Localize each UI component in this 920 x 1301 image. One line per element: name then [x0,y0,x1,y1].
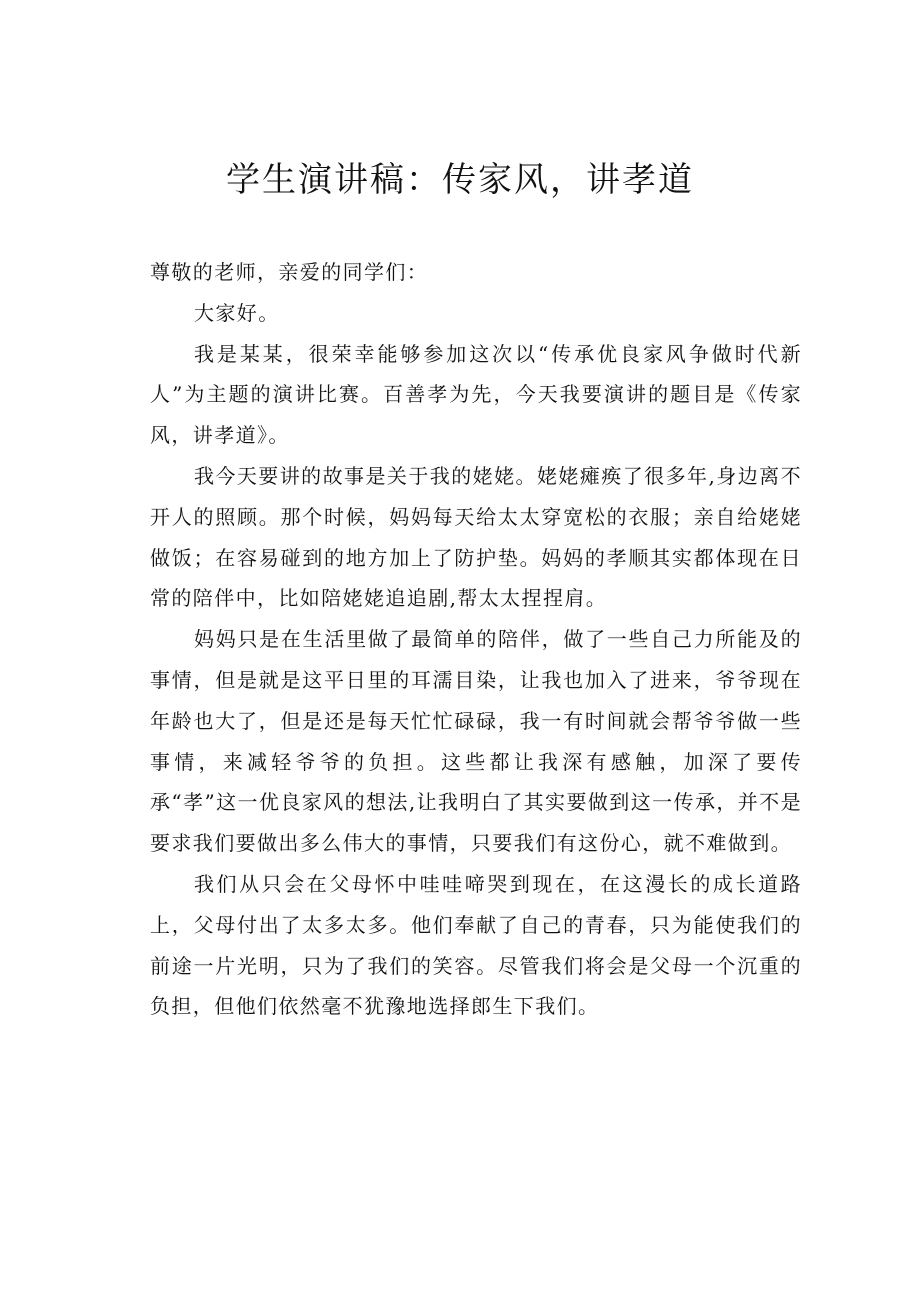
document-body [150,252,802,1027]
paragraph-greeting: 大家好。 [194,300,280,325]
document-title: 学生演讲稿：传家风，讲孝道 [226,160,694,200]
paragraph-parents-sacrifice: 我们从只会在父母怀中哇哇啼哭到现在，在这漫长的成长道路上，父母付出了太多太多。他们奉献了自己的青春，只为能使我们的前途一片光明，只为了我们的笑容。尽管我们将会是父母一个沉重的负担，但他们依然毫不犹豫地选择郎生下我们。 [150,871,802,1019]
paragraph-grandmother-story: 我今天要讲的故事是关于我的姥姥。姥姥瘫痪了很多年,身边离不开人的照顾。那个时候，妈妈每天给太太穿宽松的衣服；亲自给姥姥做饭；在容易碰到的地方加上了防护垫。妈妈的孝顺其实都体现在日常的陪伴中，比如陪姥姥追追剧,帮太太捏捏肩。 [150,463,802,611]
salutation: 尊敬的老师，亲爱的同学们： [150,260,429,284]
paragraph-family-influence: 妈妈只是在生活里做了最简单的陪伴，做了一些自己力所能及的事情，但是就是这平日里的耳濡目染，让我也加入了进来，爷爷现在年龄也大了，但是还是每天忙忙碌碌，我一有时间就会帮爷爷做一些事情，来减轻爷爷的负担。这些都让我深有感触，加深了要传承“孝”这一优良家风的想法,让我明白了其实要做到这一传承，并不是要求我们要做出多么伟大的事情，只要我们有这份心，就不难做到。 [150,627,802,856]
paragraph-introduction: 我是某某，很荣幸能够参加这次以“传承优良家风争做时代新人”为主题的演讲比赛。百善孝为先，今天我要演讲的题目是《传家风，讲孝道》。 [150,341,802,448]
